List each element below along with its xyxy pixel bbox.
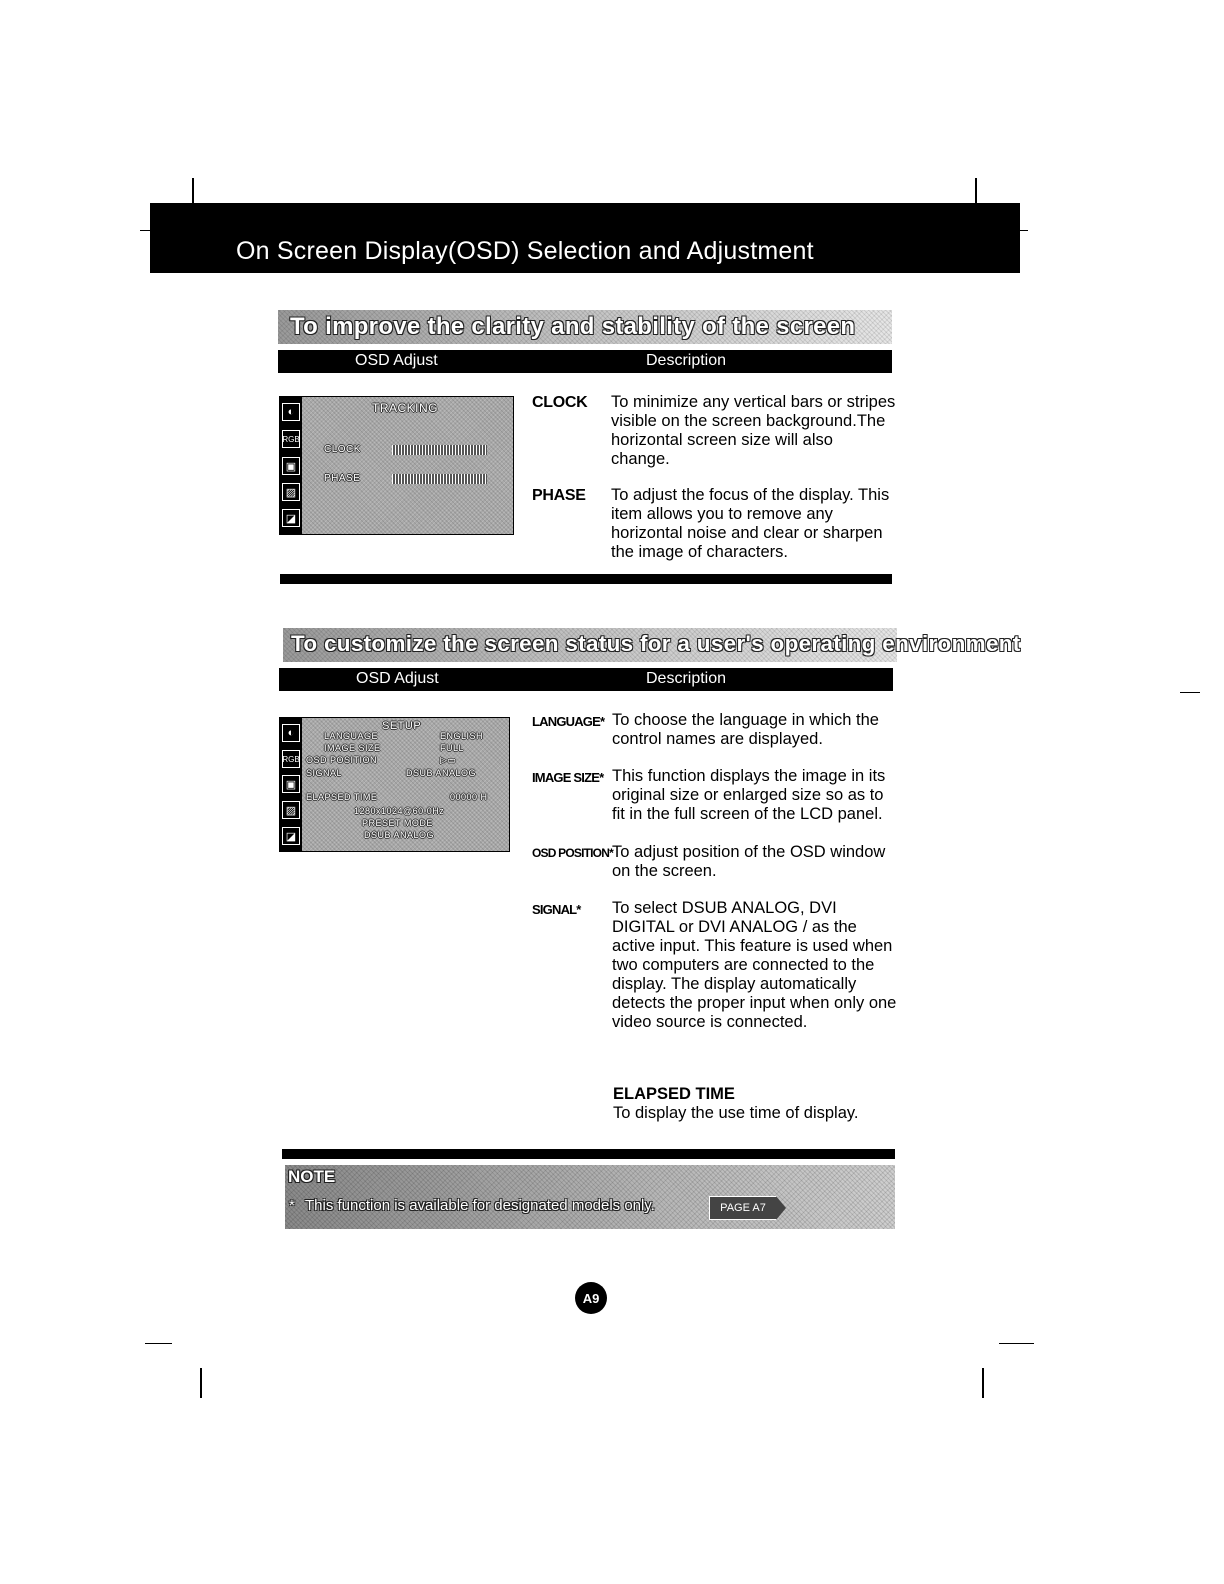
term-language: LANGUAGE*: [532, 714, 605, 729]
osd-row-value: 00000 H: [450, 792, 488, 802]
osd-title: SETUP: [382, 720, 422, 732]
term-clock: CLOCK: [532, 394, 588, 411]
desc-clock: To minimize any vertical bars or stripes visible on the screen background.The horizontal screen size will also change.: [611, 393, 896, 468]
column-header-osd-adjust: OSD Adjust: [356, 670, 439, 687]
desc-phase: To adjust the focus of the display. This item allows you to remove any horizontal noise and clear or sharpen the image of characters.: [611, 486, 890, 561]
desc-language: To choose the language in which the control names are displayed.: [612, 711, 879, 748]
tracking-icon: ▨: [282, 483, 300, 501]
osd-resolution: 1280x1024@60.0Hz: [354, 806, 445, 816]
note-title: NOTE: [288, 1167, 336, 1186]
osd-row-value: FULL: [440, 743, 465, 753]
crop-mark: [982, 1368, 984, 1398]
section-divider: [280, 574, 892, 584]
osd-clock-label: CLOCK: [324, 444, 361, 455]
note-box: [285, 1165, 895, 1229]
osd-setup-screenshot: [279, 717, 510, 852]
osd-icon-column: [280, 718, 302, 851]
term-osd-position: OSD POSITION*: [532, 846, 613, 860]
elapsed-time-text: To display the use time of display.: [613, 1104, 859, 1122]
note-asterisk: *: [289, 1197, 295, 1214]
arrow-right-icon: [776, 1196, 786, 1220]
term-image-size: IMAGE SIZE*: [532, 770, 604, 785]
section-banner: [278, 310, 892, 344]
crop-mark: [999, 1343, 1034, 1344]
osd-clock-bar: [392, 445, 487, 455]
osd-row-label: OSD POSITION: [306, 755, 378, 765]
column-header-bar: [279, 668, 893, 691]
osd-source: DSUB ANALOG: [364, 830, 435, 840]
desc-signal: To select DSUB ANALOG, DVI DIGITAL or DVI ANALOG / as the active input. This feature is used when two computers are connected to the display. The display automatically detects the proper input when only one video source is connected.: [612, 899, 897, 1031]
column-header-description: Description: [646, 670, 727, 687]
crop-mark: [975, 178, 977, 204]
osd-title: TRACKING: [372, 401, 439, 415]
crop-mark: [200, 1368, 202, 1398]
setup-icon: ◪: [282, 509, 300, 527]
osd-row-label: SIGNAL: [306, 768, 343, 778]
page-reference-link[interactable]: PAGE A7: [709, 1196, 777, 1220]
desc-osd-position: To adjust position of the OSD window on the screen.: [612, 843, 886, 880]
column-header-description: Description: [646, 352, 727, 369]
section-banner-text: To improve the clarity and stability of the screen: [290, 313, 856, 340]
column-header-bar: [278, 350, 892, 373]
osd-screen: [302, 718, 509, 851]
header-bar: [150, 203, 1020, 273]
brightness-icon: ◐: [282, 403, 300, 421]
osd-phase-label: PHASE: [324, 473, 361, 484]
term-signal: SIGNAL*: [532, 902, 581, 917]
osd-mode: PRESET MODE: [362, 818, 433, 828]
osd-row-value: DSUB ANALOG: [406, 768, 477, 778]
osd-screen: [302, 397, 513, 534]
desc-image-size: This function displays the image in its original size or enlarged size so as to fit in the full screen of the LCD panel.: [612, 767, 886, 823]
elapsed-time-heading: ELAPSED TIME: [613, 1085, 735, 1103]
page-title: On Screen Display(OSD) Selection and Adjustment: [236, 237, 814, 265]
column-header-osd-adjust: OSD Adjust: [355, 352, 438, 369]
osd-phase-bar: [392, 474, 487, 484]
image-icon: ▣: [282, 457, 300, 475]
crop-mark: [192, 178, 194, 204]
crop-mark: [145, 1343, 172, 1344]
section-banner: [283, 628, 1021, 662]
osd-icon-column: [280, 397, 302, 534]
osd-position-icon: ▷▭: [440, 755, 457, 765]
brightness-icon: ◐: [282, 724, 300, 742]
tracking-icon: ▨: [282, 801, 300, 819]
section-divider: [282, 1149, 895, 1159]
rgb-icon: RGB: [282, 750, 300, 768]
crop-mark: [1180, 692, 1200, 693]
term-phase: PHASE: [532, 487, 586, 504]
osd-row-label: ELAPSED TIME: [306, 792, 378, 802]
page-number-badge: A9: [575, 1282, 607, 1314]
osd-row-label: IMAGE SIZE: [324, 743, 381, 753]
setup-icon: ◪: [282, 827, 300, 845]
image-icon: ▣: [282, 775, 300, 793]
osd-tracking-screenshot: [279, 396, 514, 535]
osd-row-value: ENGLISH: [440, 731, 484, 741]
rgb-icon: RGB: [282, 430, 300, 448]
note-text: This function is available for designated models only.: [305, 1197, 655, 1214]
osd-row-label: LANGUAGE: [324, 731, 379, 741]
section-banner-text: To customize the screen status for a user's operating environment: [291, 631, 1021, 656]
